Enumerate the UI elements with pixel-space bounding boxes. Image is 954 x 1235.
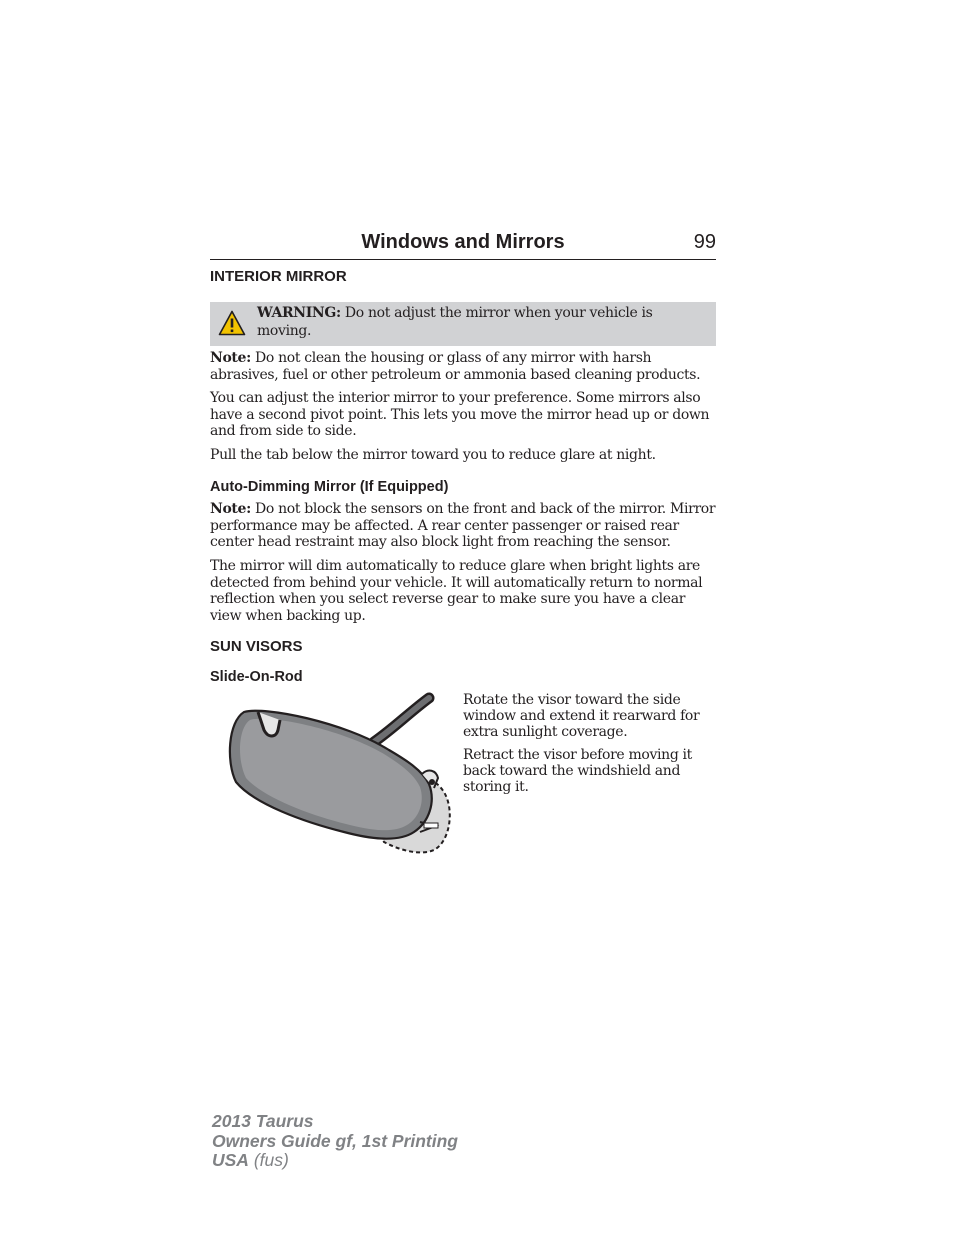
heading-sun-visors: SUN VISORS — [210, 638, 303, 655]
warning-text-block — [257, 304, 697, 340]
auto-dimming-note — [210, 501, 716, 551]
heading-interior-mirror: INTERIOR MIRROR — [210, 268, 347, 285]
note-label: Note: — [210, 501, 251, 517]
sun-visor-paragraph-2: Retract the visor before moving it back toward the windshield and storing it. — [463, 747, 692, 796]
warning-triangle-icon — [218, 310, 246, 336]
sun-visor-paragraph-1: Rotate the visor toward the side window and extend it rearward for extra sunlight coverage. — [463, 692, 700, 741]
sun-visor-icon — [224, 692, 456, 858]
note-label: Note: — [210, 350, 251, 366]
footer-code: (fus) — [248, 1150, 289, 1170]
interior-mirror-note — [210, 350, 716, 383]
warning-text: Do not adjust the mirror when your vehicle is moving. — [257, 305, 653, 339]
warning-box — [210, 302, 716, 346]
page-number: 99 — [693, 231, 716, 253]
page-footer — [212, 1112, 458, 1171]
note-text: Do not block the sensors on the front and back of the mirror. Mirror performance may be affected. A rear center passenger or raised rear center head restraint may also block light from reaching the sensor. — [210, 501, 716, 551]
section-title: Windows and Mirrors — [361, 231, 565, 253]
sun-visor-illustration — [224, 692, 456, 858]
page-header — [210, 230, 716, 260]
footer-line-3 — [212, 1151, 458, 1171]
warning-label: WARNING: — [257, 305, 341, 321]
heading-slide-on-rod: Slide-On-Rod — [210, 669, 303, 685]
auto-dimming-paragraph-1: The mirror will dim automatically to reduce glare when bright lights are detected from behind your vehicle. It will automatically return to normal reflection when you select reverse gear to make sure you have a clear view when backing up. — [210, 558, 703, 624]
footer-line-2: Owners Guide gf, 1st Printing — [212, 1130, 458, 1151]
note-text: Do not clean the housing or glass of any mirror with harsh abrasives, fuel or other petroleum or ammonia based cleaning products. — [210, 350, 701, 383]
heading-auto-dimming: Auto-Dimming Mirror (If Equipped) — [210, 479, 449, 495]
interior-mirror-paragraph-1: You can adjust the interior mirror to your preference. Some mirrors also have a second pivot point. This lets you move the mirror head up or down and from side to side. — [210, 390, 710, 440]
footer-country: USA — [212, 1150, 249, 1170]
footer-line-1: 2013 Taurus — [212, 1111, 314, 1131]
interior-mirror-paragraph-2: Pull the tab below the mirror toward you to reduce glare at night. — [210, 447, 656, 463]
